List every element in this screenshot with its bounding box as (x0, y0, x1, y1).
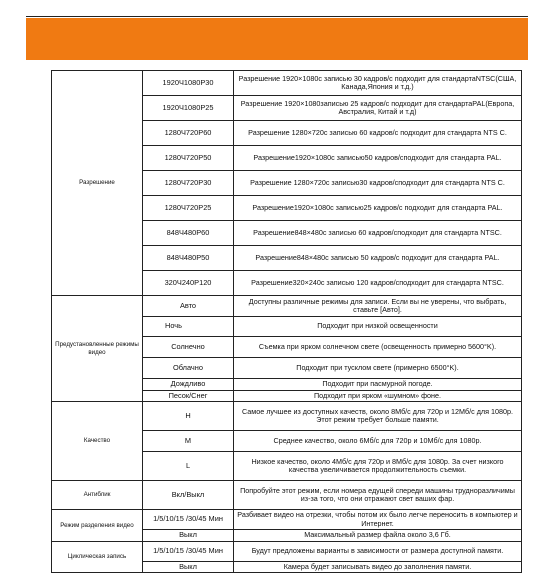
description-cell: Самое лучшее из доступных качеств, около 8Мб/с для 720р и 12Мб/с для 1080р. Этот режим требует больше памяти. (234, 402, 522, 431)
category-cell: Качество (52, 402, 143, 481)
mode-cell: Облачно (143, 358, 234, 379)
category-cell: Режим разделения видео (52, 510, 143, 542)
description-cell: Разрешение 1920×1080записью 25 кадров/с подходит для стандартаPAL(Европа, Австралия, Китай и т.д) (234, 96, 522, 121)
mode-cell: 848Ч480P60 (143, 221, 234, 246)
category-cell: Предустановленные режимы видео (52, 296, 143, 402)
description-cell: Подходит при пасмурной погоде. (234, 379, 522, 391)
mode-cell: Дождливо (143, 379, 234, 391)
table-row (52, 510, 522, 530)
description-cell: Съемка при ярком солнечном свете (освещенность примерно 5600°K). (234, 337, 522, 358)
table-row (52, 541, 522, 561)
mode-cell: 1920Ч1080P25 (143, 96, 234, 121)
mode-cell: 320Ч240P120 (143, 271, 234, 296)
description-cell: Доступны различные режимы для записи. Если вы не уверены, что выбрать, ставьте [Авто]. (234, 296, 522, 317)
description-cell: Среднее качество, около 6Мб/с для 720р и 10Мб/с для 1080р. (234, 431, 522, 452)
category-cell: Антиблик (52, 481, 143, 510)
mode-cell: Ночь (143, 317, 234, 337)
description-cell: Подходит при низкой освещенности (234, 317, 522, 337)
description-cell: Разрешение 1920×1080с записью 30 кадров/с подходит для стандартаNTSC(США, Канада,Япония и т.д.) (234, 71, 522, 96)
description-cell: Разрешение320×240с записью 120 кадров/сподходит для стандарта NTSC. (234, 271, 522, 296)
mode-cell: H (143, 402, 234, 431)
mode-cell: Выкл (143, 530, 234, 542)
mode-cell: Вкл/Выкл (143, 481, 234, 510)
mode-cell: 1280Ч720P50 (143, 146, 234, 171)
description-cell: Подходит при тусклом свете (примерно 6500°K). (234, 358, 522, 379)
description-cell: Разбивает видео на отрезки, чтобы потом их было легче переносить в компьютер и Интернет. (234, 510, 522, 530)
table-row (52, 481, 522, 510)
description-cell: Разрешение 1280×720с записью30 кадров/сподходит для стандарта NTS C. (234, 171, 522, 196)
description-cell: Максимальный размер файла около 3,6 Гб. (234, 530, 522, 542)
description-cell: Разрешение1920×1080с записью25 кадров/с подходит для стандарта PAL. (234, 196, 522, 221)
mode-cell: 848Ч480P50 (143, 246, 234, 271)
mode-cell: 1280Ч720P30 (143, 171, 234, 196)
description-cell: Разрешение 1280×720с записью 60 кадров/с подходит для стандарта NTS C. (234, 121, 522, 146)
mode-cell: Авто (143, 296, 234, 317)
mode-cell: 1920Ч1080P30 (143, 71, 234, 96)
table-row (52, 296, 522, 317)
category-cell: Разрешение (52, 71, 143, 296)
settings-table (51, 70, 522, 573)
description-cell: Разрешение848×480с записью 50 кадров/с подходит для стандарта PAL. (234, 246, 522, 271)
description-cell: Разрешение1920×1080с записью50 кадров/сподходит для стандарта PAL. (234, 146, 522, 171)
mode-cell: Выкл (143, 561, 234, 573)
table-row (52, 71, 522, 96)
mode-cell: 1280Ч720P60 (143, 121, 234, 146)
mode-cell: Солнечно (143, 337, 234, 358)
top-rule (26, 16, 528, 17)
description-cell: Попробуйте этот режим, если номера едущей спереди машины трудноразличимы из-за того, что они отражают свет ваших фар. (234, 481, 522, 510)
table-row (52, 402, 522, 431)
description-cell: Подходит при ярком «шумном» фоне. (234, 390, 522, 402)
mode-cell: 1280Ч720P25 (143, 196, 234, 221)
mode-cell: L (143, 452, 234, 481)
mode-cell: 1/5/10/15 /30/45 Мин (143, 510, 234, 530)
mode-cell: Песок/Снег (143, 390, 234, 402)
mode-cell: 1/5/10/15 /30/45 Мин (143, 541, 234, 561)
description-cell: Камера будет записывать видео до заполнения памяти. (234, 561, 522, 573)
description-cell: Низкое качество, около 4Мб/с для 720р и 8Мб/с для 1080р. За счет низкого качества увеличивается продолжительность съемки. (234, 452, 522, 481)
header-bar (26, 18, 528, 60)
description-cell: Разрешение848×480с записью 60 кадров/сподходит для стандарта NTSC. (234, 221, 522, 246)
description-cell: Будут предложены варианты в зависимости от размера доступной памяти. (234, 541, 522, 561)
category-cell: Циклическая запись (52, 541, 143, 573)
mode-cell: M (143, 431, 234, 452)
